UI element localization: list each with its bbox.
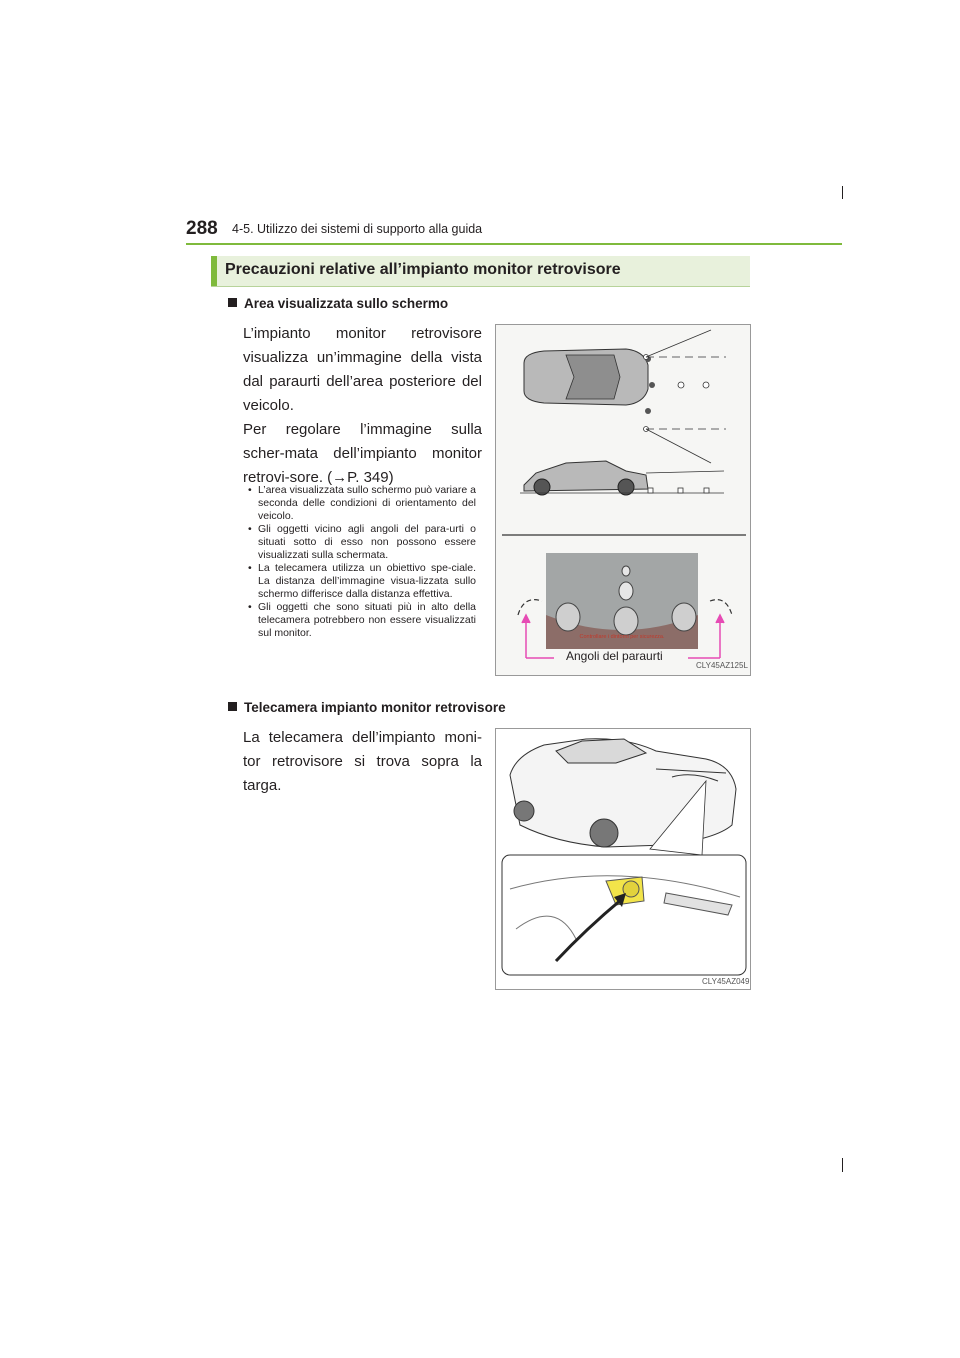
area-heading bbox=[228, 296, 448, 311]
camera-closeup bbox=[502, 855, 746, 975]
section-header bbox=[211, 256, 750, 287]
screen-message: Controllare i dintorni per sicurezza. bbox=[579, 634, 665, 640]
camera-location-figure bbox=[495, 728, 751, 990]
camera-location-diagram bbox=[496, 729, 750, 989]
bullet-item: • La telecamera utilizza un obiettivo spe-ciale. La distanza dell’immagine visua-lizzata sullo schermo differisce dalla distanza effettiva. bbox=[248, 562, 476, 601]
crop-mark-bottom bbox=[842, 1158, 843, 1172]
camera-heading bbox=[228, 700, 506, 715]
square-bullet-icon bbox=[228, 702, 237, 711]
figure-code: CLY45AZ049 bbox=[702, 977, 750, 986]
bullet-item: • Gli oggetti che sono situati più in alto della telecamera potrebbero non essere visualizzati sul monitor. bbox=[248, 601, 476, 640]
area-paragraph-1: L’impianto monitor retrovisore visualizza un’immagine della vista dal paraurti dell’area posteriore del veicolo. bbox=[243, 325, 482, 414]
chapter-title: 4-5. Utilizzo dei sistemi di supporto alla guida bbox=[232, 222, 483, 236]
bullet-item: • L’area visualizzata sullo schermo può variare a seconda delle condizioni di orientamento del veicolo. bbox=[248, 484, 476, 523]
display-area-diagram bbox=[496, 325, 750, 675]
figure-code: CLY45AZ125L bbox=[696, 661, 748, 670]
area-bullet-list bbox=[248, 484, 476, 640]
header-rule bbox=[186, 243, 842, 245]
crop-mark-top bbox=[842, 186, 843, 199]
area-heading-text: Area visualizzata sullo schermo bbox=[244, 296, 449, 311]
camera-heading-text: Telecamera impianto monitor retrovisore bbox=[244, 700, 506, 715]
section-header-bar bbox=[211, 256, 217, 286]
callout-label: Angoli del paraurti bbox=[566, 649, 663, 663]
display-area-figure bbox=[495, 324, 751, 676]
section-title: Precauzioni relative all’impianto monitor retrovisore bbox=[225, 261, 621, 278]
camera-paragraph: La telecamera dell’impianto moni-tor retrovisore si trova sopra la targa. bbox=[243, 729, 482, 794]
area-paragraph-2: Per regolare l’immagine sulla scher-mata dell’impianto monitor retrovi-sore. (→P. 349) bbox=[243, 421, 482, 486]
bullet-item: • Gli oggetti vicino agli angoli del para-urti o situati sotto di esso non possono essere visualizzati sulla schermata. bbox=[248, 523, 476, 562]
square-bullet-icon bbox=[228, 298, 237, 307]
page-number: 288 bbox=[186, 218, 218, 239]
